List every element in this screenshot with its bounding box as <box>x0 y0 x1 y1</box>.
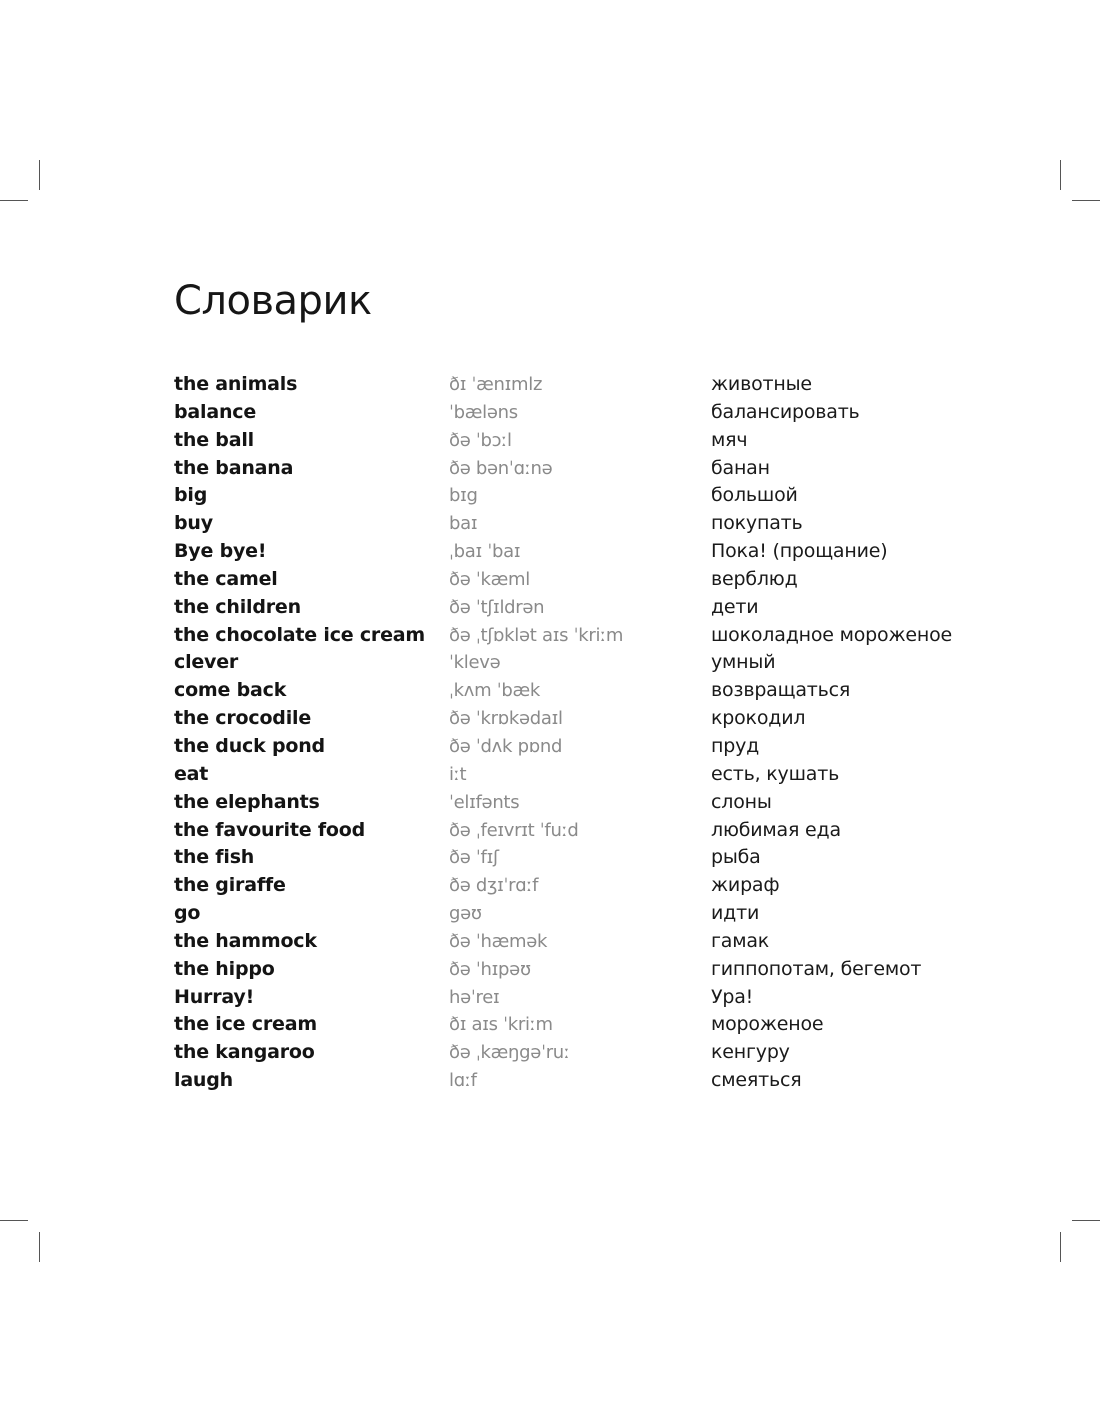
russian-translation: идти <box>711 902 760 925</box>
glossary-row <box>174 761 1054 789</box>
english-word: the elephants <box>174 790 320 813</box>
english-word: the duck pond <box>174 734 325 757</box>
glossary-row <box>174 399 1054 427</box>
russian-translation: верблюд <box>711 567 798 590</box>
crop-mark-top-left-vertical <box>39 160 40 190</box>
russian-translation: шоколадное мороженое <box>711 623 952 646</box>
russian-translation: жираф <box>711 874 780 897</box>
russian-translation: покупать <box>711 512 803 535</box>
russian-translation: рыба <box>711 846 761 869</box>
russian-translation: Ура! <box>711 985 754 1008</box>
english-word: Bye bye! <box>174 540 267 563</box>
english-word: the crocodile <box>174 707 312 730</box>
transcription: ðə ˌkæŋgəˈruː <box>449 1042 570 1064</box>
transcription: iːt <box>449 763 467 785</box>
transcription: həˈreɪ <box>449 986 500 1008</box>
transcription: ðə ˈkæml <box>449 568 530 590</box>
transcription: ðə ˈkrɒkədaɪl <box>449 708 563 730</box>
russian-translation: дети <box>711 595 759 618</box>
glossary-row <box>174 817 1054 845</box>
transcription: ðɪ ˈænɪmlz <box>449 374 543 395</box>
russian-translation: банан <box>711 456 770 479</box>
glossary-row <box>174 455 1054 483</box>
russian-translation: возвращаться <box>711 679 851 702</box>
english-word: come back <box>174 679 287 702</box>
english-word: the ball <box>174 428 254 451</box>
russian-translation: пруд <box>711 734 760 757</box>
transcription: ðə ˌfeɪvrɪt ˈfuːd <box>449 819 579 841</box>
glossary-row <box>174 594 1054 622</box>
english-word: the kangaroo <box>174 1041 315 1064</box>
crop-mark-bottom-right-horizontal <box>1072 1220 1100 1221</box>
glossary-row <box>174 1039 1054 1067</box>
transcription: ˈklevə <box>449 652 501 674</box>
crop-mark-bottom-left-horizontal <box>0 1220 28 1221</box>
russian-translation: мороженое <box>711 1013 824 1036</box>
russian-translation: большой <box>711 484 798 507</box>
english-word: clever <box>174 651 239 674</box>
english-word: the giraffe <box>174 874 286 897</box>
transcription: ðə ˈhɪpəʊ <box>449 958 531 980</box>
glossary-row <box>174 677 1054 705</box>
glossary-row <box>174 538 1054 566</box>
russian-translation: гиппопотам, бегемот <box>711 957 922 980</box>
transcription: ðə ˈbɔːl <box>449 429 512 451</box>
russian-translation: слоны <box>711 790 772 813</box>
glossary-row <box>174 510 1054 538</box>
transcription: baɪ <box>449 513 478 535</box>
russian-translation: животные <box>711 373 812 395</box>
glossary-row <box>174 900 1054 928</box>
russian-translation: балансировать <box>711 400 860 423</box>
glossary-row <box>174 482 1054 510</box>
glossary-row <box>174 956 1054 984</box>
english-word: the hammock <box>174 929 317 952</box>
glossary-row <box>174 1067 1054 1095</box>
transcription: ðə ˈfɪʃ <box>449 847 499 869</box>
transcription: ˌkʌm ˈbæk <box>449 680 541 702</box>
russian-translation: умный <box>711 651 776 674</box>
transcription: ðə bənˈɑːnə <box>449 457 553 479</box>
english-word: the ice cream <box>174 1013 317 1036</box>
english-word: big <box>174 484 208 507</box>
russian-translation: любимая еда <box>711 818 841 841</box>
crop-mark-top-right-horizontal <box>1072 200 1100 201</box>
russian-translation: Пока! (прощание) <box>711 540 888 563</box>
english-word: the favourite food <box>174 818 366 841</box>
russian-translation: есть, кушать <box>711 762 840 785</box>
crop-mark-bottom-left-vertical <box>39 1232 40 1262</box>
glossary-row <box>174 371 1054 399</box>
english-word: go <box>174 902 201 925</box>
glossary-row <box>174 649 1054 677</box>
crop-mark-top-right-vertical <box>1060 160 1061 190</box>
transcription: ðə dʒɪˈrɑːf <box>449 875 539 897</box>
transcription: ˈbæləns <box>449 401 518 423</box>
transcription: lɑːf <box>449 1070 477 1092</box>
english-word: eat <box>174 762 209 785</box>
transcription: ðə ˈdʌk pɒnd <box>449 735 563 757</box>
transcription: ðə ˈtʃɪldrən <box>449 596 545 618</box>
crop-mark-bottom-right-vertical <box>1060 1232 1061 1262</box>
english-word: the camel <box>174 567 278 590</box>
transcription: gəʊ <box>449 903 482 925</box>
glossary-row <box>174 1011 1054 1039</box>
glossary-row <box>174 705 1054 733</box>
glossary-row <box>174 984 1054 1012</box>
transcription: ðə ˈhæmək <box>449 930 548 952</box>
glossary-row <box>174 733 1054 761</box>
russian-translation: крокодил <box>711 707 806 730</box>
english-word: the children <box>174 595 301 618</box>
russian-translation: кенгуру <box>711 1041 790 1064</box>
glossary-row <box>174 928 1054 956</box>
transcription: ðə ˌtʃɒklət aɪs ˈkriːm <box>449 624 624 646</box>
english-word: buy <box>174 512 213 535</box>
russian-translation: гамак <box>711 929 770 952</box>
english-word: the banana <box>174 456 294 479</box>
glossary-row <box>174 566 1054 594</box>
glossary-row <box>174 844 1054 872</box>
glossary-row <box>174 872 1054 900</box>
glossary-row <box>174 622 1054 650</box>
english-word: the chocolate ice cream <box>174 623 426 646</box>
transcription: ðɪ aɪs ˈkriːm <box>449 1014 553 1036</box>
glossary-row <box>174 427 1054 455</box>
russian-translation: мяч <box>711 428 748 451</box>
english-word: the hippo <box>174 957 275 980</box>
transcription: bɪg <box>449 485 478 507</box>
russian-translation: смеяться <box>711 1069 802 1092</box>
glossary-row <box>174 789 1054 817</box>
page-title: Словарик <box>174 278 372 324</box>
english-word: the fish <box>174 846 255 869</box>
transcription: ˌbaɪ ˈbaɪ <box>449 541 521 563</box>
transcription: ˈelɪfənts <box>449 791 520 813</box>
glossary-list <box>174 371 1054 1095</box>
english-word: Hurray! <box>174 985 255 1008</box>
english-word: the animals <box>174 373 298 395</box>
crop-mark-top-left-horizontal <box>0 200 28 201</box>
english-word: balance <box>174 400 257 423</box>
english-word: laugh <box>174 1069 233 1092</box>
